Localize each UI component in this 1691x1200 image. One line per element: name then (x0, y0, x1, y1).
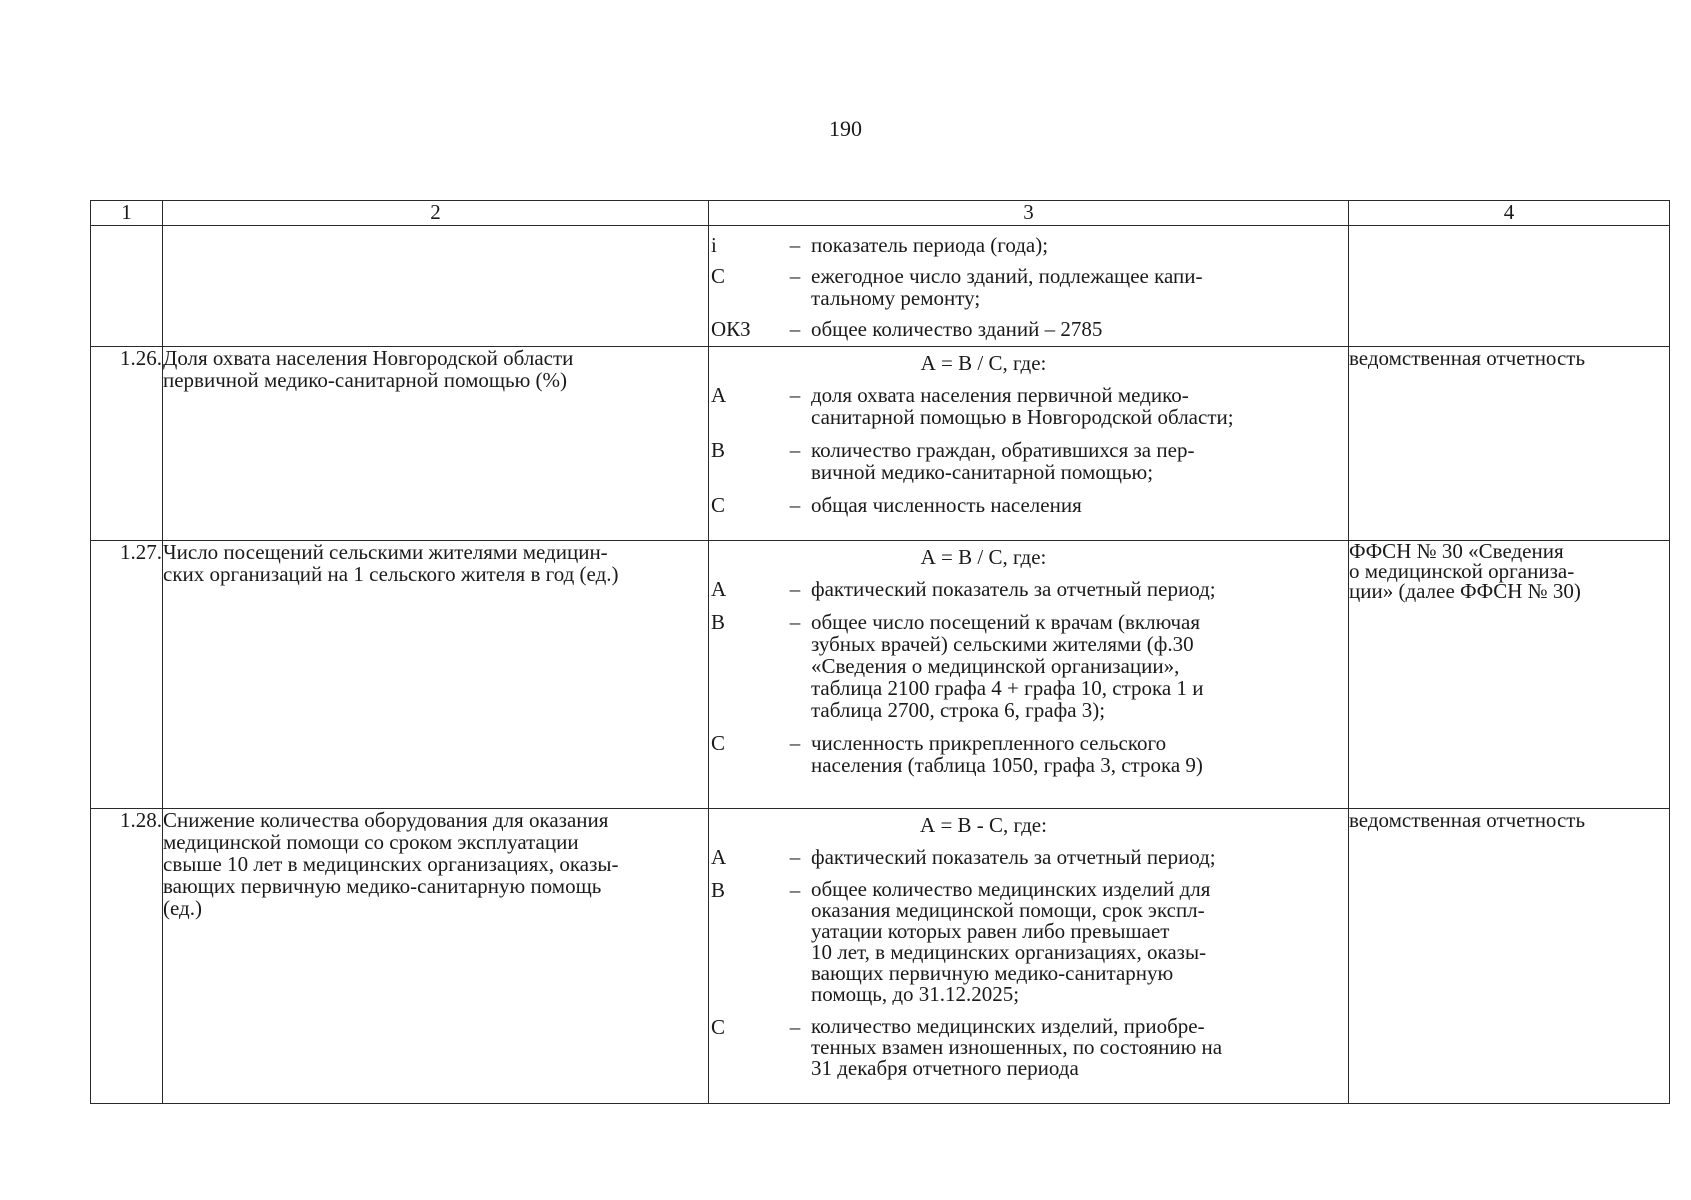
data-source: ФФСН № 30 «Сведения о медицинской организа- ции» (далее ФФСН № 30) (1349, 541, 1670, 809)
variable-dash: – (789, 317, 801, 341)
variable-dash: – (789, 878, 801, 902)
variable-description: общая численность населения (811, 493, 1082, 517)
row-number: 1.28. (91, 809, 163, 1104)
variable-symbol: С (711, 731, 726, 755)
table-row-continuation (91, 226, 1670, 347)
variable-symbol: В (711, 438, 726, 462)
variable-dash: – (789, 493, 801, 517)
variable-description: фактический показатель за отчетный период; (811, 845, 1216, 869)
variable-definition (709, 318, 1348, 340)
variable-definition (709, 439, 1348, 483)
variable-symbol: ОКЗ (711, 317, 751, 341)
indicator-table (90, 200, 1670, 1104)
variable-dash: – (789, 610, 801, 634)
variable-description: численность прикрепленного сельского населения (таблица 1050, графа 3, строка 9) (811, 731, 1203, 777)
variable-definition (709, 494, 1348, 516)
variable-description: общее число посещений к врачам (включая зубных врачей) сельскими жителями (ф.30 «Сведения о медицинской организации», таблица 2100 графа 4 + графа 10, строка 1 и таблица 2700, строка 6, графа 3); (811, 610, 1204, 722)
variable-dash: – (789, 264, 801, 288)
variable-symbol: В (711, 878, 726, 902)
table-row-1-27 (91, 541, 1670, 809)
table-row-1-28 (91, 809, 1670, 1104)
formula: А = В - С, где: (920, 813, 1047, 837)
variable-dash: – (789, 731, 801, 755)
formula: А = В / С, где: (920, 545, 1047, 569)
variable-dash: – (789, 577, 801, 601)
row-number: 1.26. (91, 347, 163, 541)
variable-description: доля охвата населения первичной медико- санитарной помощью в Новгородской области; (811, 383, 1234, 429)
variable-symbol: А (711, 577, 727, 601)
variable-definition (709, 265, 1348, 309)
variable-description: фактический показатель за отчетный период; (811, 577, 1216, 601)
formula-cell (709, 809, 1349, 1104)
variable-definition (709, 611, 1348, 721)
variable-definition (709, 384, 1348, 428)
table-row-1-26 (91, 347, 1670, 541)
variable-definition (709, 732, 1348, 776)
column-header-4: 4 (1349, 201, 1670, 226)
variable-symbol: С (711, 264, 726, 288)
formula-cell (709, 226, 1349, 347)
page-number: 190 (829, 116, 862, 141)
column-header-3: 3 (709, 201, 1349, 226)
variable-definition (709, 879, 1348, 1005)
column-header-2: 2 (163, 201, 709, 226)
variable-dash: – (789, 383, 801, 407)
data-source: ведомственная отчетность (1349, 809, 1670, 1104)
row-number: 1.27. (91, 541, 163, 809)
variable-definition (709, 578, 1348, 600)
formula-cell (709, 541, 1349, 809)
variable-description: количество медицинских изделий, приобре- тенных взамен изношенных, по состоянию на 31 декабря отчетного периода (811, 1014, 1223, 1080)
variable-definition (709, 1016, 1348, 1079)
variable-symbol: i (711, 233, 717, 257)
indicator-name: Число посещений сельскими жителями медицин- ских организаций на 1 сельского жителя в год (ед.) (163, 541, 709, 809)
indicator-name (163, 226, 709, 347)
column-header-1: 1 (91, 201, 163, 226)
variable-description: ежегодное число зданий, подлежащее капи- тальному ремонту; (811, 264, 1203, 310)
data-source: ведомственная отчетность (1349, 347, 1670, 541)
variable-symbol: А (711, 383, 727, 407)
variable-symbol: А (711, 845, 727, 869)
table-header-row (91, 201, 1670, 226)
data-source (1349, 226, 1670, 347)
variable-symbol: С (711, 1015, 726, 1039)
variable-description: общее количество зданий – 2785 (811, 317, 1103, 341)
formula-cell (709, 347, 1349, 541)
variable-description: количество граждан, обратившихся за пер- вичной медико-санитарной помощью; (811, 438, 1195, 484)
indicator-name: Снижение количества оборудования для оказания медицинской помощи со сроком эксплуатации свыше 10 лет в медицинских организациях, оказы- вающих первичную медико-санитарную помощь (ед.) (163, 809, 709, 1104)
variable-dash: – (789, 1015, 801, 1039)
variable-definition (709, 234, 1348, 256)
variable-dash: – (789, 845, 801, 869)
variable-dash: – (789, 233, 801, 257)
variable-symbol: С (711, 493, 726, 517)
indicator-name: Доля охвата населения Новгородской области первичной медико-санитарной помощью (%) (163, 347, 709, 541)
variable-symbol: В (711, 610, 726, 634)
variable-description: общее количество медицинских изделий для оказания медицинской помощи, срок экспл- уатации которых равен либо превышает 10 лет, в медицинских организациях, оказы- вающих первичную медико-санитарную помощь, до 31.12.2025; (811, 877, 1211, 1006)
variable-definition (709, 846, 1348, 868)
variable-description: показатель периода (года); (811, 233, 1049, 257)
row-number (91, 226, 163, 347)
formula: А = В / С, где: (920, 351, 1047, 375)
variable-dash: – (789, 438, 801, 462)
